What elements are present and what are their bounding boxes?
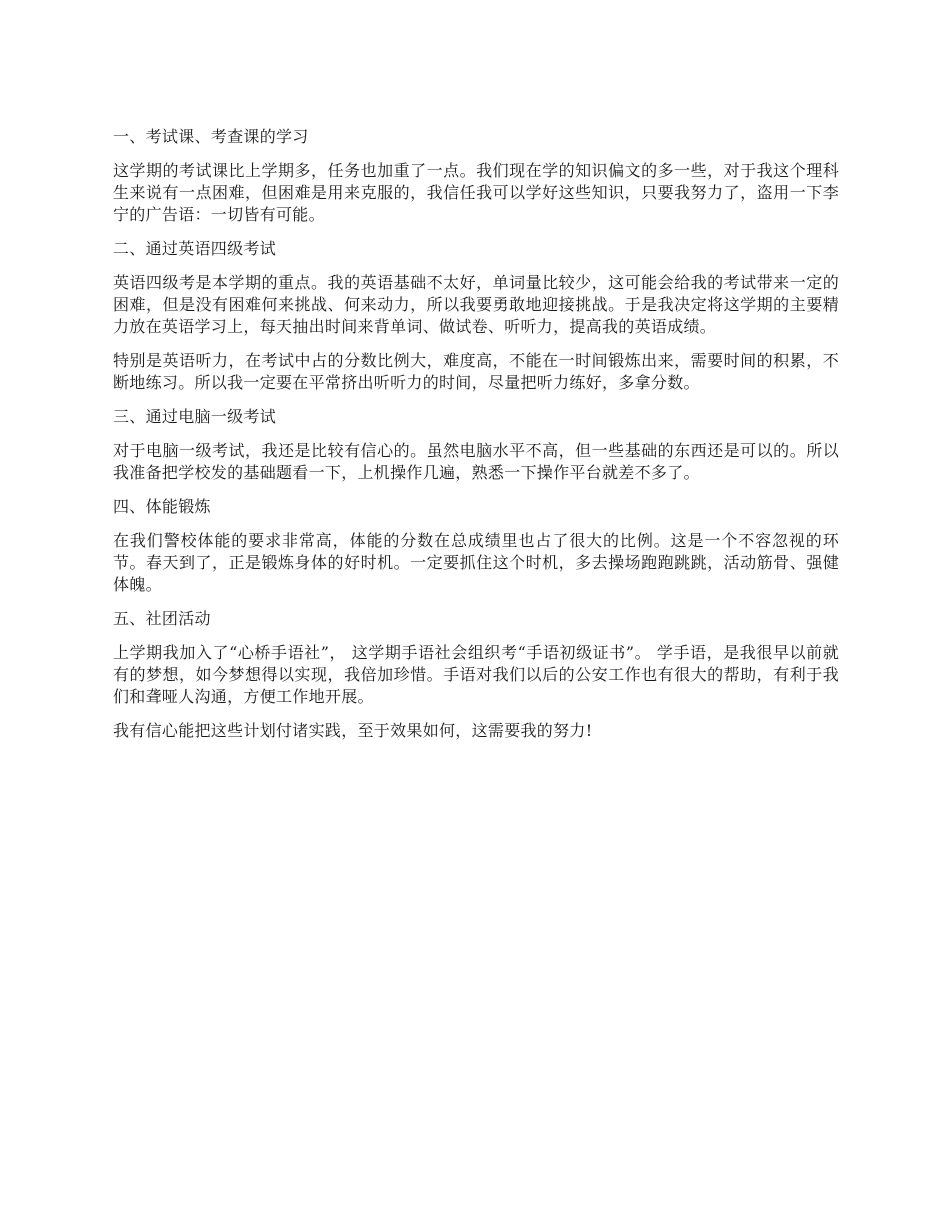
paragraph-cet4-listening: 特别是英语听力，在考试中占的分数比例大，难度高，不能在一时间锻炼出来，需要时间的积累，不断地练习。所以我一定要在平常挤出听听力的时间，尽量把听力练好，多拿分数。 [113,351,839,392]
paragraph-cet4-main: 英语四级考是本学期的重点。我的英语基础不太好，单词量比较少，这可能会给我的考试带来一定的困难，但是没有困难何来挑战、何来动力，所以我要勇敢地迎接挑战。于是我决定将这学期的主要精力放在英语学习上，每天抽出时间来背单词、做试卷、听听力，提高我的英语成绩。 [113,273,839,336]
paragraph-conclusion: 我有信心能把这些计划付诸实践，至于效果如何，这需要我的努力! [113,721,593,740]
paragraph-exam-courses: 这学期的考试课比上学期多，任务也加重了一点。我们现在学的知识偏文的多一些，对于我这个理科生来说有一点困难，但困难是用来克服的，我信任我可以学好这些知识，只要我努力了，盗用一下李宁的广告语：一切皆有可能。 [113,161,839,224]
paragraph-fitness: 在我们警校体能的要求非常高，体能的分数在总成绩里也占了很大的比例。这是一个不容忽视的环节。春天到了，正是锻炼身体的好时机。一定要抓住这个时机，多去操场跑跑跳跳，活动筋骨、强健体魄。 [113,531,839,594]
paragraph-computer-exam: 对于电脑一级考试，我还是比较有信心的。虽然电脑水平不高，但一些基础的东西还是可以的。所以我准备把学校发的基础题看一下，上机操作几遍，熟悉一下操作平台就差不多了。 [113,441,839,482]
section-heading-exam-courses: 一、考试课、考查课的学习 [113,127,309,146]
section-heading-fitness: 四、体能锻炼 [113,497,211,516]
paragraph-club: 上学期我加入了“心桥手语社”， 这学期手语社会组织考“手语初级证书”。 学手语，是我很早以前就有的梦想，如今梦想得以实现，我倍加珍惜。手语对我们以后的公安工作也有很大的帮助，有利于我们和聋哑人沟通，方便工作地开展。 [113,643,839,706]
section-heading-club: 五、社团活动 [113,609,211,628]
document-page [113,126,839,754]
section-heading-computer-exam: 三、通过电脑一级考试 [113,407,277,426]
section-heading-cet4: 二、通过英语四级考试 [113,239,277,258]
